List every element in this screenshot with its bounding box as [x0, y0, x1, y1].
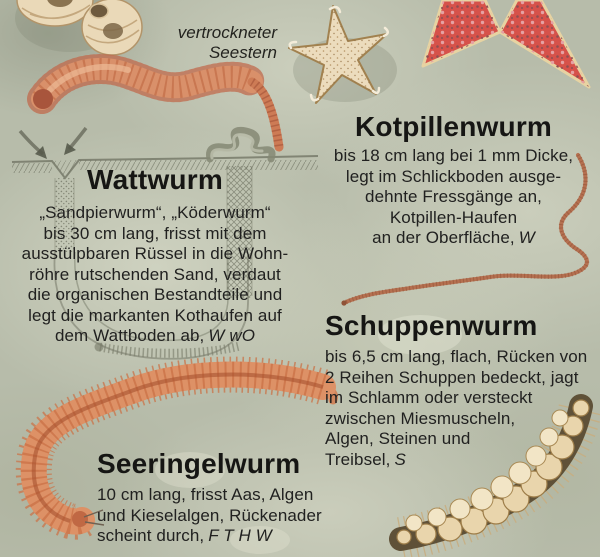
- wattwurm-description: „Sandpierwurm“, „Köderwurm“ bis 30 cm lang, frisst mit dem ausstülpbaren Rüssel in die Wohn- röhre rutschenden Sand, verdaut die organischen Bestandteile und legt die markanten Kothaufen auf dem Wattboden ab, W wO: [21, 203, 289, 345]
- red-starfish-illustration: [423, 0, 589, 87]
- kotpillenwurm-description: bis 18 cm lang bei 1 mm Dicke, legt im Schlickboden ausge- dehnte Fressgänge an, Kotpillen-Haufen an der Oberfläche, W: [333, 146, 574, 247]
- caption-line: vertrockneter: [177, 23, 277, 42]
- seeringelwurm-description: 10 cm lang, frisst Aas, Algen und Kieselalgen, Rückenader scheint durch, F T H W: [97, 485, 322, 545]
- kotpillenwurm-title: Kotpillenwurm: [354, 111, 553, 142]
- section-schuppenwurm: [325, 312, 597, 470]
- habitat-code: W wO: [208, 326, 256, 345]
- habitat-code: F T H W: [208, 526, 272, 545]
- dried-starfish-caption: [117, 23, 277, 62]
- habitat-code: W: [518, 228, 535, 247]
- caption-line: Seestern: [208, 42, 277, 62]
- schuppenwurm-description: bis 6,5 cm lang, flach, Rücken von 2 Reihen Schuppen bedeckt, jagt im Schlamm oder versteckt zwischen Miesmuscheln, Algen, Steinen und Treibsel, S: [325, 347, 588, 469]
- section-seeringelwurm: [97, 450, 347, 547]
- seeringelwurm-title: Seeringelwurm: [97, 448, 301, 479]
- section-wattwurm: [5, 166, 305, 347]
- arrow-right-icon: [69, 128, 86, 149]
- habitat-code: S: [394, 449, 406, 469]
- wattwurm-title: Wattwurm: [87, 164, 223, 195]
- dried-starfish-illustration: [289, 6, 397, 103]
- section-kotpillenwurm: [310, 113, 597, 249]
- schuppenwurm-title: Schuppenwurm: [325, 310, 538, 341]
